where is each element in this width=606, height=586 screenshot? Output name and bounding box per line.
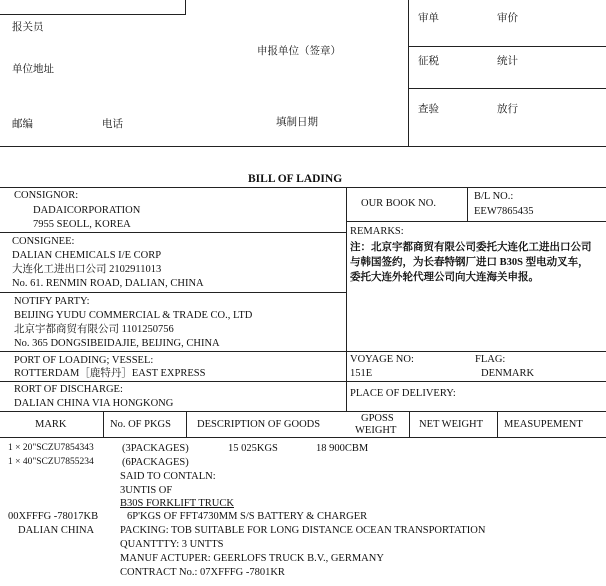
- mark-place: DALIAN CHINA: [18, 525, 95, 536]
- statistics-label: 统计: [497, 56, 518, 67]
- packing-line: PACKING: TOB SUITABLE FOR LONG DISTANCE OCEAN TRANSPORTATION: [120, 525, 486, 536]
- consignee-name: DALIAN CHEMICALS I/E CORP: [12, 250, 162, 261]
- col-divider-4: [409, 411, 410, 437]
- consignee-address: No. 61. RENMIN ROAD, DALIAN, CHINA: [12, 278, 204, 289]
- release-label: 放行: [497, 104, 518, 115]
- packages-2: (6PACKAGES): [122, 457, 189, 468]
- packages-1: (3PACKAGES): [122, 443, 189, 454]
- remarks-label: REMARKS:: [350, 226, 404, 237]
- port-loading-value: ROTTERDAM［鹿特丹］EAST EXPRESS: [14, 368, 206, 379]
- customs-bottom-line: [0, 146, 606, 147]
- loading-bottom-line: [0, 381, 606, 382]
- company-address-label: 单位地址: [12, 64, 54, 75]
- approval-block-left-edge: [408, 0, 409, 146]
- header-row-bottom-line: [0, 437, 606, 438]
- declarant-label: 报关员: [12, 22, 44, 33]
- battery-line: 6P'KGS OF FFT4730MM S/S BATTERY & CHARGER: [127, 511, 368, 522]
- notify-bottom-line: [0, 351, 606, 352]
- flag-label: FLAG:: [475, 354, 506, 365]
- bl-top-line: [0, 187, 606, 188]
- consignor-address: 7955 SEOLL, KOREA: [33, 219, 131, 230]
- top-box-bottom-edge: [0, 14, 186, 15]
- remarks-text: 注：北京宇都商贸有限公司委托大连化工进出口公司与韩国签约，为长春特钢厂进口 B30S 型电动叉车，委托大连外轮代理公司向大连海关申报。: [350, 242, 592, 283]
- consignor-name: DADAICORPORATION: [33, 205, 141, 216]
- container-2: 1 × 40"SCZU7855234: [8, 457, 94, 467]
- col-divider-5: [497, 411, 498, 437]
- mark-code: 00XFFFG -78017KB: [8, 511, 99, 522]
- postcode-label: 邮编: [12, 119, 33, 130]
- declaring-unit-label: 申报单位（签章）: [257, 46, 341, 57]
- approval-divider-2: [408, 88, 606, 89]
- port-discharge-value: DALIAN CHINA VIA HONGKONG: [14, 398, 174, 409]
- flag-value: DENMARK: [481, 368, 535, 379]
- voyage-label: VOYAGE NO:: [350, 354, 414, 365]
- col-divider-2: [186, 411, 187, 437]
- bill-title: BILL OF LADING: [248, 173, 343, 185]
- bl-no-label: B/L NO.:: [474, 191, 514, 202]
- port-discharge-label: RORT OF DISCHARGE:: [14, 384, 123, 395]
- notify-address: No. 365 DONGSIBEIDAJIE, BEIJING, CHINA: [14, 338, 220, 349]
- col-header-description: DESCRIPTION OF GOODS: [197, 419, 321, 430]
- approval-divider-1: [408, 46, 606, 47]
- product-line: B30S FORKLIFT TRUCK: [120, 498, 234, 509]
- discharge-bottom-line: [0, 411, 606, 412]
- units-line: 3UNTIS OF: [120, 485, 173, 496]
- said-to-contain: SAID TO CONTALN:: [120, 471, 216, 482]
- col-divider-1: [103, 411, 104, 437]
- col-header-mark: MARK: [35, 419, 67, 430]
- review-order-label: 审单: [418, 13, 439, 24]
- notify-label: NOTIFY PARTY:: [14, 296, 90, 307]
- quantity-line: QUANTTTY: 3 UNTTS: [120, 539, 224, 550]
- bl-no-value: EEW7865435: [474, 206, 534, 217]
- review-price-label: 审价: [497, 13, 518, 24]
- col-header-pkgs: No. OF PKGS: [110, 419, 171, 430]
- measure-1: 18 900CBM: [316, 443, 369, 454]
- container-1: 1 × 20"SCZU7854343: [8, 443, 94, 453]
- top-box-right-edge: [185, 0, 186, 14]
- consignor-label: CONSIGNOR:: [14, 190, 79, 201]
- consignee-label: CONSIGNEE:: [12, 236, 75, 247]
- port-loading-label: PORT OF LOADING; VESSEL:: [14, 355, 154, 366]
- tax-label: 征税: [418, 56, 439, 67]
- place-delivery-label: PLACE OF DELIVERY:: [350, 388, 456, 399]
- consignee-cn: 大连化工进出口公司 2102911013: [12, 264, 162, 275]
- booking-divider: [467, 187, 468, 221]
- manufacturer-line: MANUF ACTUPER: GEERLOFS TRUCK B.V., GERMANY: [120, 553, 384, 564]
- contract-line: CONTRACT No.: 07XFFFG -7801KR: [120, 567, 285, 578]
- weight-1: 15 025KGS: [228, 443, 278, 454]
- notify-cn: 北京宇都商贸有限公司 1101250756: [14, 324, 174, 335]
- voyage-value: 151E: [350, 368, 373, 379]
- col-header-gross-weight-1: GPOSS: [361, 413, 394, 424]
- our-book-no-label: OUR BOOK NO.: [361, 198, 436, 209]
- col-header-net-weight: NET WEIGHT: [419, 419, 484, 430]
- consignee-bottom-line: [0, 292, 347, 293]
- col-header-measurement: MEASUPEMENT: [504, 419, 583, 430]
- inspection-label: 查验: [418, 104, 439, 115]
- consignor-bottom-line: [0, 232, 347, 233]
- phone-label: 电话: [102, 119, 123, 130]
- col-header-gross-weight-2: WEIGHT: [355, 425, 397, 436]
- booking-bottom-line: [346, 221, 606, 222]
- fill-date-label: 填制日期: [276, 117, 318, 128]
- notify-name: BEIJING YUDU COMMERCIAL & TRADE CO., LTD: [14, 310, 253, 321]
